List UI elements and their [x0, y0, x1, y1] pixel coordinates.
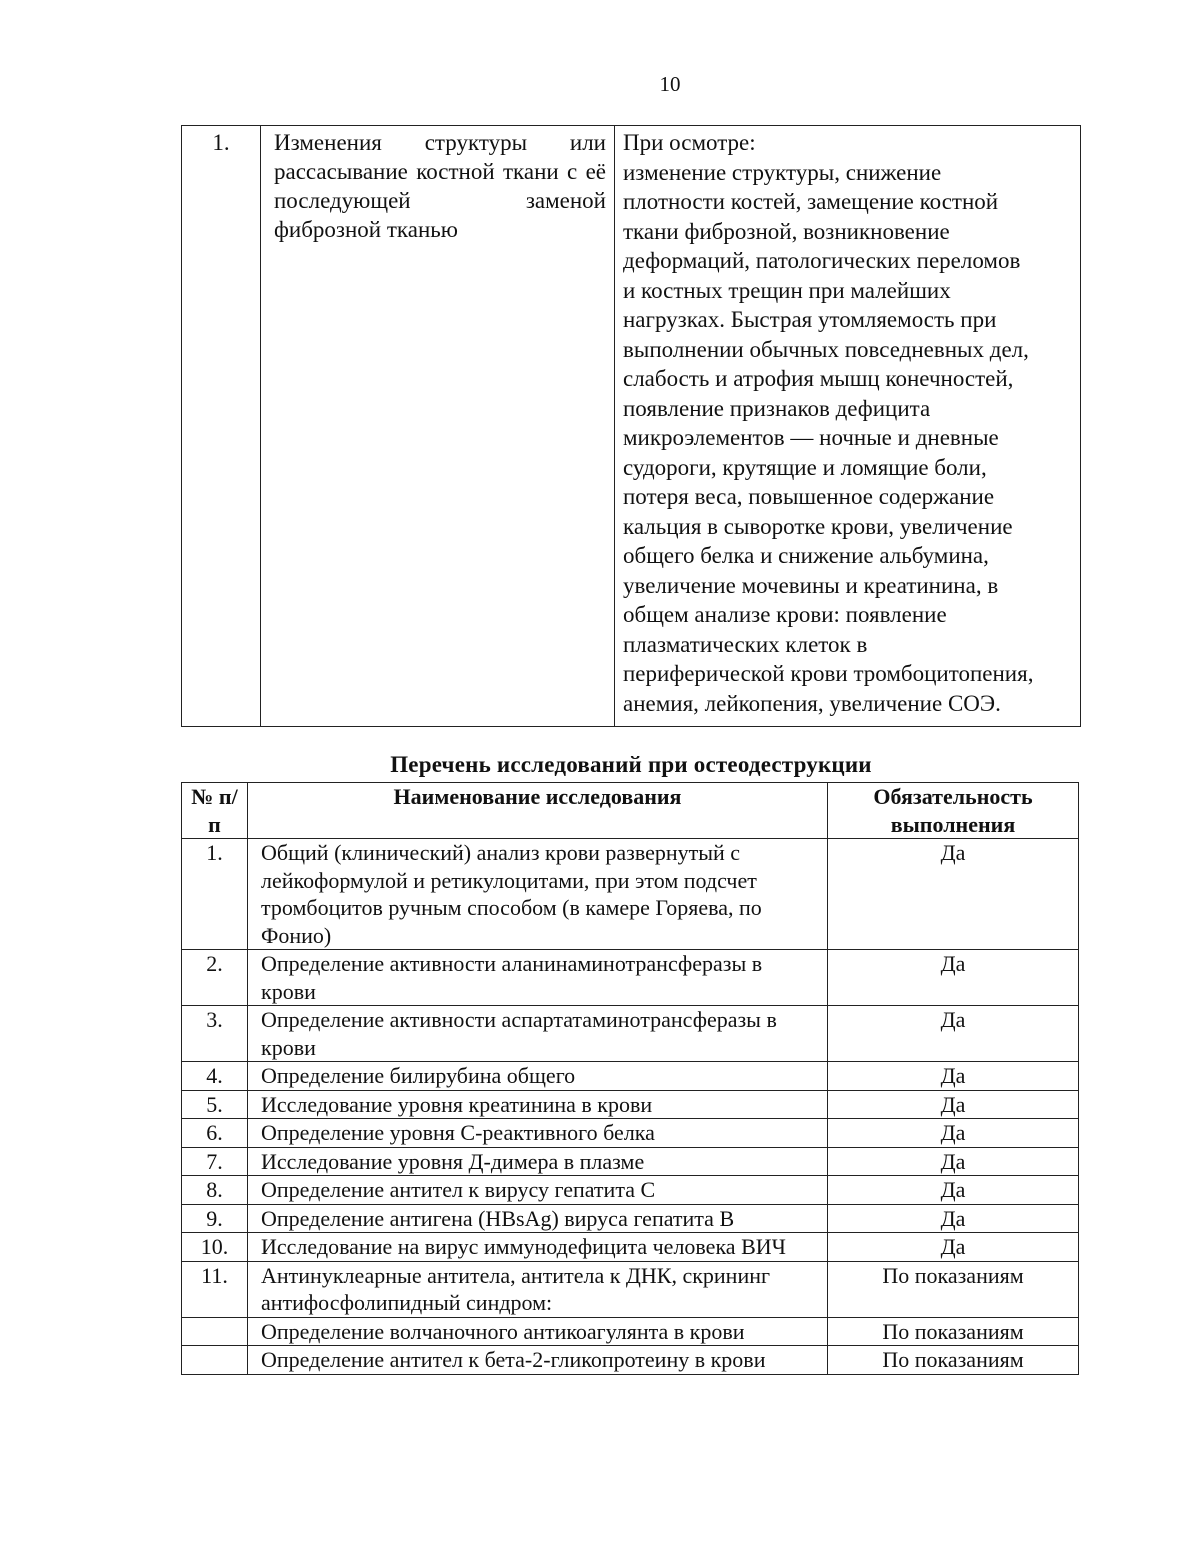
test-name: Определение активности аспартатаминотрансферазы в крови — [248, 1006, 828, 1062]
required-value: Да — [828, 1006, 1079, 1062]
required-value: Да — [828, 950, 1079, 1006]
required-value: Да — [828, 1176, 1079, 1205]
test-name: Определение волчаночного антикоагулянта в крови — [248, 1317, 828, 1346]
description-line: изменение структуры, снижение — [623, 159, 942, 185]
row-number: 4. — [182, 1062, 248, 1091]
symptoms-table — [181, 125, 1081, 727]
required-value: Да — [828, 1147, 1079, 1176]
row-number: 11. — [182, 1261, 248, 1317]
test-name: Определение антител к бета-2-гликопротеину в крови — [248, 1346, 828, 1375]
description-line: и костных трещин при малейших — [623, 277, 951, 303]
description-line: увеличение мочевины и креатинина, в — [623, 572, 999, 598]
description-line: ткани фиброзной, возникновение — [623, 218, 950, 244]
test-name: Исследование на вирус иммунодефицита человека ВИЧ — [248, 1233, 828, 1262]
row-number: 7. — [182, 1147, 248, 1176]
test-name: Исследование уровня креатинина в крови — [248, 1090, 828, 1119]
row-number: 5. — [182, 1090, 248, 1119]
table-row — [182, 1147, 1079, 1176]
description-line: потеря веса, повышенное содержание — [623, 484, 995, 509]
description-line: микроэлементов — ночные и дневные — [623, 425, 999, 450]
description-line: При осмотре: — [623, 130, 756, 155]
required-value: По показаниям — [828, 1346, 1079, 1375]
table-header-row — [182, 783, 1079, 839]
table-row — [182, 1119, 1079, 1148]
table-row — [182, 1346, 1079, 1375]
required-value: По показаниям — [828, 1261, 1079, 1317]
description-line: периферической крови тромбоцитопения, — [623, 661, 1034, 686]
condition-title: Изменения структуры или рассасывание костной ткани с её последующей заменой фиброзной тканью — [261, 126, 615, 727]
table-row — [182, 1006, 1079, 1062]
row-number: 9. — [182, 1204, 248, 1233]
row-number — [182, 1317, 248, 1346]
row-number: 6. — [182, 1119, 248, 1148]
required-value: Да — [828, 1062, 1079, 1091]
required-value: По показаниям — [828, 1317, 1079, 1346]
row-number — [182, 1346, 248, 1375]
row-number: 1. — [182, 839, 248, 950]
table-row — [182, 126, 1081, 727]
description-line: кальция в сыворотке крови, увеличение — [623, 513, 1013, 539]
description-line: появление признаков дефицита — [623, 395, 931, 421]
page-number: 10 — [659, 72, 681, 96]
description-line: нагрузках. Быстрая утомляемость при — [623, 307, 997, 332]
row-number: 2. — [182, 950, 248, 1006]
row-number: 8. — [182, 1176, 248, 1205]
required-value: Да — [828, 1119, 1079, 1148]
description-line: плазматических клеток в — [623, 631, 868, 657]
required-value: Да — [828, 839, 1079, 950]
table-row — [182, 1233, 1079, 1262]
table-row — [182, 1176, 1079, 1205]
header-number: № п/п — [182, 783, 248, 839]
table-row — [182, 1204, 1079, 1233]
description-line: общего белка и снижение альбумина, — [623, 543, 989, 568]
test-name: Определение уровня С-реактивного белка — [248, 1119, 828, 1148]
description-line: анемия, лейкопения, увеличение СОЭ. — [623, 690, 1001, 716]
table-row — [182, 1090, 1079, 1119]
test-name: Исследование уровня Д-димера в плазме — [248, 1147, 828, 1176]
test-name: Определение билирубина общего — [248, 1062, 828, 1091]
table-row — [182, 1062, 1079, 1091]
description-line: деформаций, патологических переломов — [623, 248, 1021, 273]
test-name: Определение антигена (HBsAg) вируса гепатита В — [248, 1204, 828, 1233]
table-row — [182, 1317, 1079, 1346]
row-number: 10. — [182, 1233, 248, 1262]
condition-description — [615, 126, 1081, 727]
description-line: выполнении обычных повседневных дел, — [623, 336, 1029, 362]
section-title: Перечень исследований при остеодеструкции — [390, 752, 872, 777]
description-line: слабость и атрофия мышц конечностей, — [623, 366, 1014, 391]
tests-table — [181, 782, 1079, 1375]
description-line: общем анализе крови: появление — [623, 602, 947, 627]
required-value: Да — [828, 1233, 1079, 1262]
test-name: Определение антител к вирусу гепатита С — [248, 1176, 828, 1205]
row-number: 1. — [182, 126, 261, 727]
required-value: Да — [828, 1090, 1079, 1119]
required-value: Да — [828, 1204, 1079, 1233]
description-line: плотности костей, замещение костной — [623, 189, 999, 214]
table-row — [182, 839, 1079, 950]
table-row — [182, 950, 1079, 1006]
test-name: Определение активности аланинаминотрансферазы в крови — [248, 950, 828, 1006]
test-name: Общий (клинический) анализ крови развернутый с лейкоформулой и ретикулоцитами, при этом подсчет тромбоцитов ручным способом (в камере Горяева, по Фонио) — [248, 839, 828, 950]
description-line: судороги, крутящие и ломящие боли, — [623, 454, 987, 480]
header-required: Обязательность выполнения — [828, 783, 1079, 839]
header-name: Наименование исследования — [248, 783, 828, 839]
test-name: Антинуклеарные антитела, антитела к ДНК, скрининг антифосфолипидный синдром: — [248, 1261, 828, 1317]
row-number: 3. — [182, 1006, 248, 1062]
table-row — [182, 1261, 1079, 1317]
